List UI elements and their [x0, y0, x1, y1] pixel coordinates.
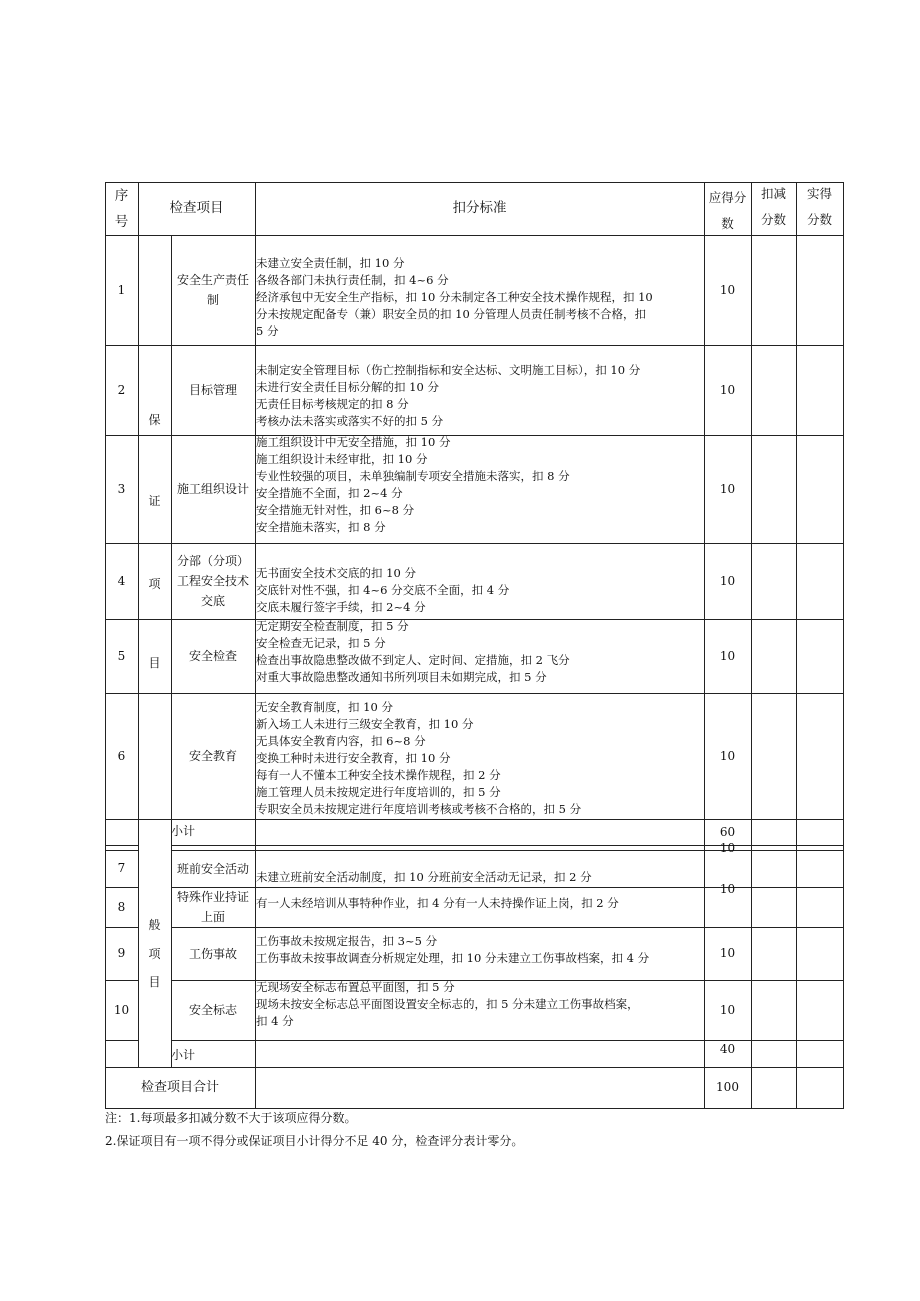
row-item: 工伤事故	[188, 946, 237, 961]
row-score: 10	[719, 1002, 736, 1017]
standard-line: 考核办法未落实或落实不好的扣 5 分	[256, 414, 444, 428]
row-score: 10	[719, 946, 736, 960]
row-number: 1	[117, 282, 126, 297]
standard-line: 现场未按安全标志总平面图设置安全标志的，扣 5 分未建立工伤事故档案，	[256, 997, 639, 1011]
subtotal-general-score: 40	[719, 1042, 736, 1056]
row-item: 安全标志	[188, 1003, 237, 1017]
standard-line: 每有一人不懂本工种安全技术操作规程，扣 2 分	[256, 768, 501, 782]
standard-line: 工伤事故未按规定报告，扣 3~5 分	[256, 934, 438, 948]
standard-line: 5 分	[256, 324, 279, 338]
group-guarantee-char: 保	[148, 412, 161, 427]
row-item: 特殊作业持证上面	[176, 890, 249, 924]
row-standard	[256, 979, 708, 1030]
row-standard	[256, 869, 708, 886]
standard-line: 无定期安全检查制度，扣 5 分	[256, 619, 409, 633]
header-deduct-2: 分数	[760, 211, 786, 227]
total-score: 100	[716, 1080, 739, 1094]
table-rule	[105, 845, 139, 846]
row-standard	[256, 255, 708, 340]
row-number: 6	[117, 748, 126, 763]
standard-line: 检查出事故隐患整改做不到定人、定时间、定措施，扣 2 飞分	[256, 653, 570, 667]
table-bottom-rule	[105, 1108, 844, 1109]
standard-line: 专业性较强的项目，未单独编制专项安全措施未落实，扣 8 分	[256, 469, 570, 483]
header-seq: 序	[114, 187, 129, 204]
standard-line: 安全措施未落实，扣 8 分	[256, 520, 386, 534]
table-rule	[105, 819, 139, 820]
row-item: 施工组织设计	[176, 482, 249, 496]
row-number: 10	[113, 1002, 130, 1017]
row-item: 安全生产责任制	[176, 273, 249, 307]
row-number: 3	[117, 481, 126, 496]
standard-line: 无现场安全标志布置总平面图，扣 5 分	[256, 980, 455, 994]
standard-line: 施工管理人员未按规定进行年度培训的，扣 5 分	[256, 785, 501, 799]
row-score: 10	[719, 648, 736, 663]
header-should-2: 数	[721, 215, 734, 231]
standard-line: 分未按规定配备专（兼）职安全员的扣 10 分管理人员责任制考核不合格，扣	[256, 307, 646, 321]
row-standard	[256, 565, 708, 616]
standard-line: 新入场工人未进行三级安全教育，扣 10 分	[256, 717, 474, 731]
table-rule	[796, 182, 797, 1109]
row-number: 4	[117, 573, 126, 588]
standard-line: 未进行安全责任目标分解的扣 10 分	[256, 380, 439, 394]
safety-check-table	[105, 182, 843, 1108]
standard-line: 施工组织设计未经审批，扣 10 分	[256, 452, 428, 466]
row-item: 安全教育	[188, 749, 237, 763]
standard-line: 工伤事故未按事故调查分析规定处理，扣 10 分未建立工伤事故档案，扣 4 分	[256, 951, 650, 965]
subtotal-guarantee-score: 60	[719, 824, 736, 839]
header-should: 应得分	[708, 189, 747, 205]
standard-line: 专职安全员未按规定进行年度培训考核或考核不合格的，扣 5 分	[256, 802, 582, 816]
standard-line: 无具体安全教育内容，扣 6~8 分	[256, 734, 426, 748]
header-actual-2: 分数	[806, 211, 832, 227]
row-number: 9	[117, 946, 126, 960]
table-rule	[751, 182, 752, 1109]
group-general-char: 项	[148, 946, 161, 961]
header-deduct: 扣减	[760, 185, 786, 201]
standard-line: 扣 4 分	[256, 1014, 294, 1028]
row-item: 目标管理	[188, 383, 237, 397]
standard-line: 无责任目标考核规定的扣 8 分	[256, 397, 409, 411]
standard-line: 各级各部门未执行责任制，扣 4~6 分	[256, 273, 449, 287]
standard-line: 未建立安全责任制，扣 10 分	[256, 256, 405, 270]
standard-line: 无书面安全技术交底的扣 10 分	[256, 566, 416, 580]
standard-line: 对重大事故隐患整改通知书所列项目未如期完成，扣 5 分	[256, 670, 547, 684]
row-score: 10	[719, 282, 736, 297]
standard-line: 交底针对性不强，扣 4~6 分交底不全面，扣 4 分	[256, 583, 510, 597]
row-standard	[256, 362, 708, 430]
header-standard: 扣分标准	[452, 200, 507, 216]
row-score: 10	[719, 841, 736, 855]
standard-line: 安全检查无记录，扣 5 分	[256, 636, 386, 650]
note-line-1: 注：1.每项最多扣减分数不大于该项应得分数。	[105, 1111, 357, 1125]
row-standard	[256, 895, 708, 912]
header-actual: 实得	[806, 185, 832, 201]
table-rule	[105, 1040, 139, 1041]
row-item: 班前安全活动	[176, 861, 249, 876]
standard-line: 施工组织设计中无安全措施，扣 10 分	[256, 435, 451, 449]
subtotal-general-label: 小计	[171, 1048, 196, 1062]
header-seq-2: 号	[114, 213, 129, 230]
group-guarantee-char: 证	[148, 493, 161, 508]
row-score: 10	[719, 573, 736, 588]
table-rule	[138, 182, 139, 1068]
row-number: 5	[117, 648, 126, 663]
row-standard	[256, 434, 708, 536]
standard-line: 无安全教育制度，扣 10 分	[256, 700, 393, 714]
row-standard	[256, 699, 708, 818]
row-number: 8	[117, 899, 126, 914]
standard-line: 安全措施不全面，扣 2~4 分	[256, 486, 403, 500]
row-score: 10	[719, 748, 736, 763]
header-item: 检查项目	[169, 200, 224, 216]
group-guarantee-char: 项	[148, 576, 161, 591]
standard-line: 有一人未经培训从事特种作业，扣 4 分有一人未持操作证上岗，扣 2 分	[256, 896, 619, 910]
table-right-rule	[843, 182, 844, 1109]
row-item: 分部（分项）工程安全技术交底	[176, 554, 249, 608]
subtotal-guarantee-label: 小计	[171, 823, 196, 838]
row-score: 10	[719, 382, 736, 397]
standard-line: 安全措施无针对性，扣 6~8 分	[256, 503, 415, 517]
note-line-2: 2.保证项目有一项不得分或保证项目小计得分不足 40 分，检查评分表计零分。	[105, 1134, 524, 1148]
total-label: 检查项目合计	[140, 1080, 219, 1095]
group-guarantee-char: 目	[148, 655, 161, 670]
group-general-char: 目	[148, 974, 161, 989]
row-number: 7	[117, 861, 126, 875]
row-item: 安全检查	[188, 649, 237, 663]
standard-line: 未建立班前安全活动制度，扣 10 分班前安全活动无记录，扣 2 分	[256, 870, 592, 884]
group-general-char: 般	[148, 917, 161, 932]
row-score: 10	[719, 881, 736, 896]
row-number: 2	[117, 382, 126, 397]
row-standard	[256, 933, 708, 967]
standard-line: 经济承包中无安全生产指标，扣 10 分未制定各工种安全技术操作规程，扣 10	[256, 290, 653, 304]
standard-line: 变换工种时未进行安全教育，扣 10 分	[256, 751, 451, 765]
standard-line: 交底未履行签字手续，扣 2~4 分	[256, 600, 426, 614]
standard-line: 未制定安全管理目标（伤亡控制指标和安全达标、文明施工目标），扣 10 分	[256, 363, 641, 377]
row-score: 10	[719, 481, 736, 496]
row-standard	[256, 618, 708, 686]
